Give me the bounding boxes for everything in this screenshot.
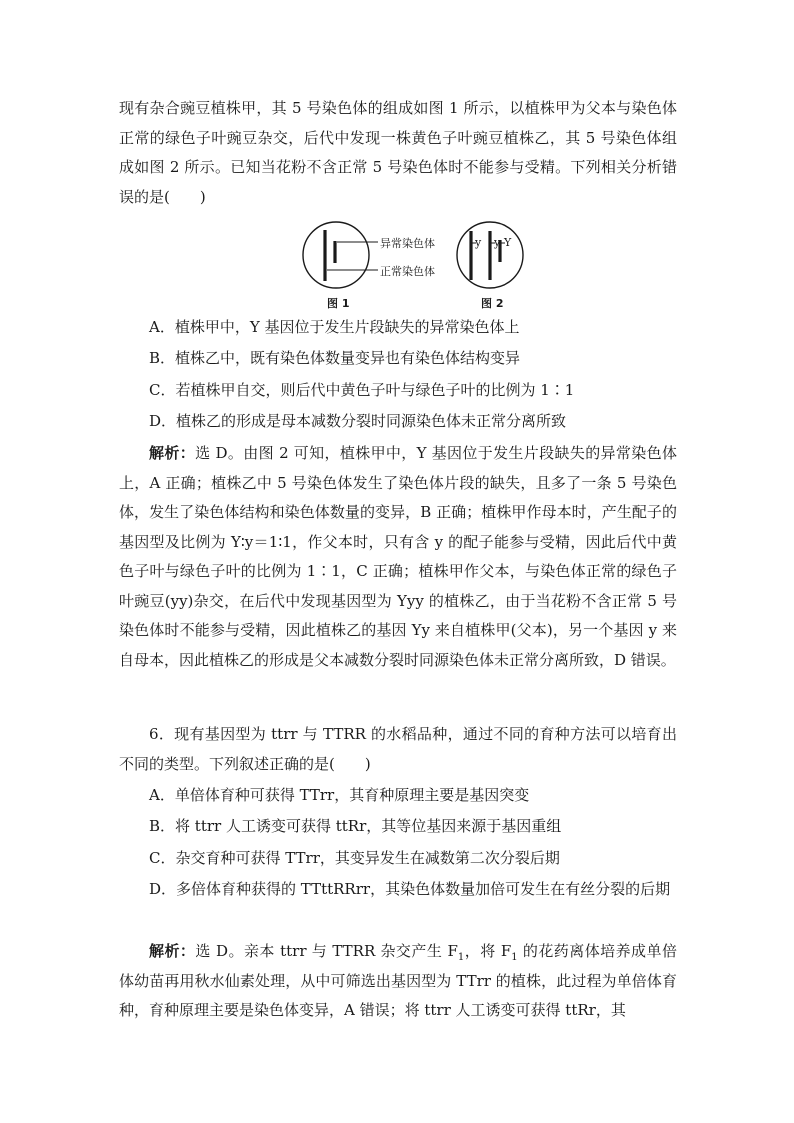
q5-analysis	[119, 439, 677, 675]
q5-analysis-label: 解析：	[149, 444, 196, 462]
q6-option-d: D．多倍体育种获得的 TTttRRrr，其染色体数量加倍可发生在有丝分裂的后期	[149, 880, 671, 898]
fig2-gene-y2: y	[494, 236, 501, 249]
fig1-label-normal: 正常染色体	[380, 265, 435, 278]
fig2-gene-y1: y	[475, 236, 482, 249]
q5-stem: 现有杂合豌豆植株甲，其 5 号染色体的组成如图 1 所示，以植株甲为父本与染色体正常的绿色子叶豌豆杂交，后代中发现一株黄色子叶豌豆植株乙，其 5 号染色体组成如图 2 所示。已知当花粉不含正常 5 号染色体时不能参与受精。下列相关分析错误的是( )	[119, 99, 677, 206]
q6-analysis-part3: 的花药离体培养成单倍体幼苗再用秋水仙素处理，从中可筛选出基因型为 TTrr 的植株，此过程为单倍体育种，育种原理主要是染色体变异，A 错误；将 ttrr 人工诱变可获得 ttRr，其	[119, 942, 677, 1019]
q5-option-d: D．植株乙的形成是母本减数分裂时同源染色体未正常分离所致	[149, 412, 567, 430]
q6-analysis-part1: 选 D。亲本 ttrr 与 TTRR 杂交产生 F	[195, 942, 458, 960]
q6-option-a: A．单倍体育种可获得 TTrr，其育种原理主要是基因突变	[149, 786, 530, 804]
q6-analysis-sub1: 1	[457, 952, 465, 963]
q6-stem: 6．现有基因型为 ttrr 与 TTRR 的水稻品种，通过不同的育种方法可以培育出不同的类型。下列叙述正确的是( )	[119, 725, 677, 773]
chromosome-figure	[296, 218, 556, 318]
q6-analysis	[119, 937, 677, 1026]
q5-analysis-text: 选 D。由图 2 可知，植株甲中，Y 基因位于发生片段缺失的异常染色体上，A 正确；植株乙中 5 号染色体发生了染色体片段的缺失，且多了一条 5 号染色体，发生了染色体结构和染色体数量的变异，B 正确；植株甲作母本时，产生配子的基因型及比例为 Y∶y＝1∶1，作父本时，只有含 y 的配子能参与受精，因此后代中黄色子叶与绿色子叶的比例为 1∶1，C 正确；植株甲作父本，与染色体正常的绿色子叶豌豆(yy)杂交，在后代中发现基因型为 Yyy 的植株乙，由于当花粉不含正常 5 号染色体时不能参与受精，因此植株乙的基因 Yy 来自植株甲(父本)，另一个基因 y 来自母本，因此植株乙的形成是父本减数分裂时同源染色体未正常分离所致，D 错误。	[119, 444, 677, 669]
q6-option-c: C．杂交育种可获得 TTrr，其变异发生在减数第二次分裂后期	[149, 849, 560, 867]
q6-option-b: B．将 ttrr 人工诱变可获得 ttRr，其等位基因来源于基因重组	[149, 817, 562, 835]
q6-analysis-part2: ，将 F	[464, 942, 512, 960]
fig2-gene-Y: Y	[504, 236, 512, 249]
q6-analysis-label: 解析：	[149, 942, 196, 960]
fig2-caption: 图 2	[481, 297, 504, 310]
q6-analysis-sub2: 1	[511, 952, 518, 963]
q5-option-b: B．植株乙中，既有染色体数量变异也有染色体结构变异	[149, 349, 521, 367]
fig1-caption: 图 1	[327, 297, 350, 310]
q5-option-c: C．若植株甲自交，则后代中黄色子叶与绿色子叶的比例为 1∶1	[149, 381, 575, 399]
fig1-label-abnormal: 异常染色体	[380, 237, 435, 250]
q5-option-a: A．植株甲中，Y 基因位于发生片段缺失的异常染色体上	[149, 318, 520, 336]
